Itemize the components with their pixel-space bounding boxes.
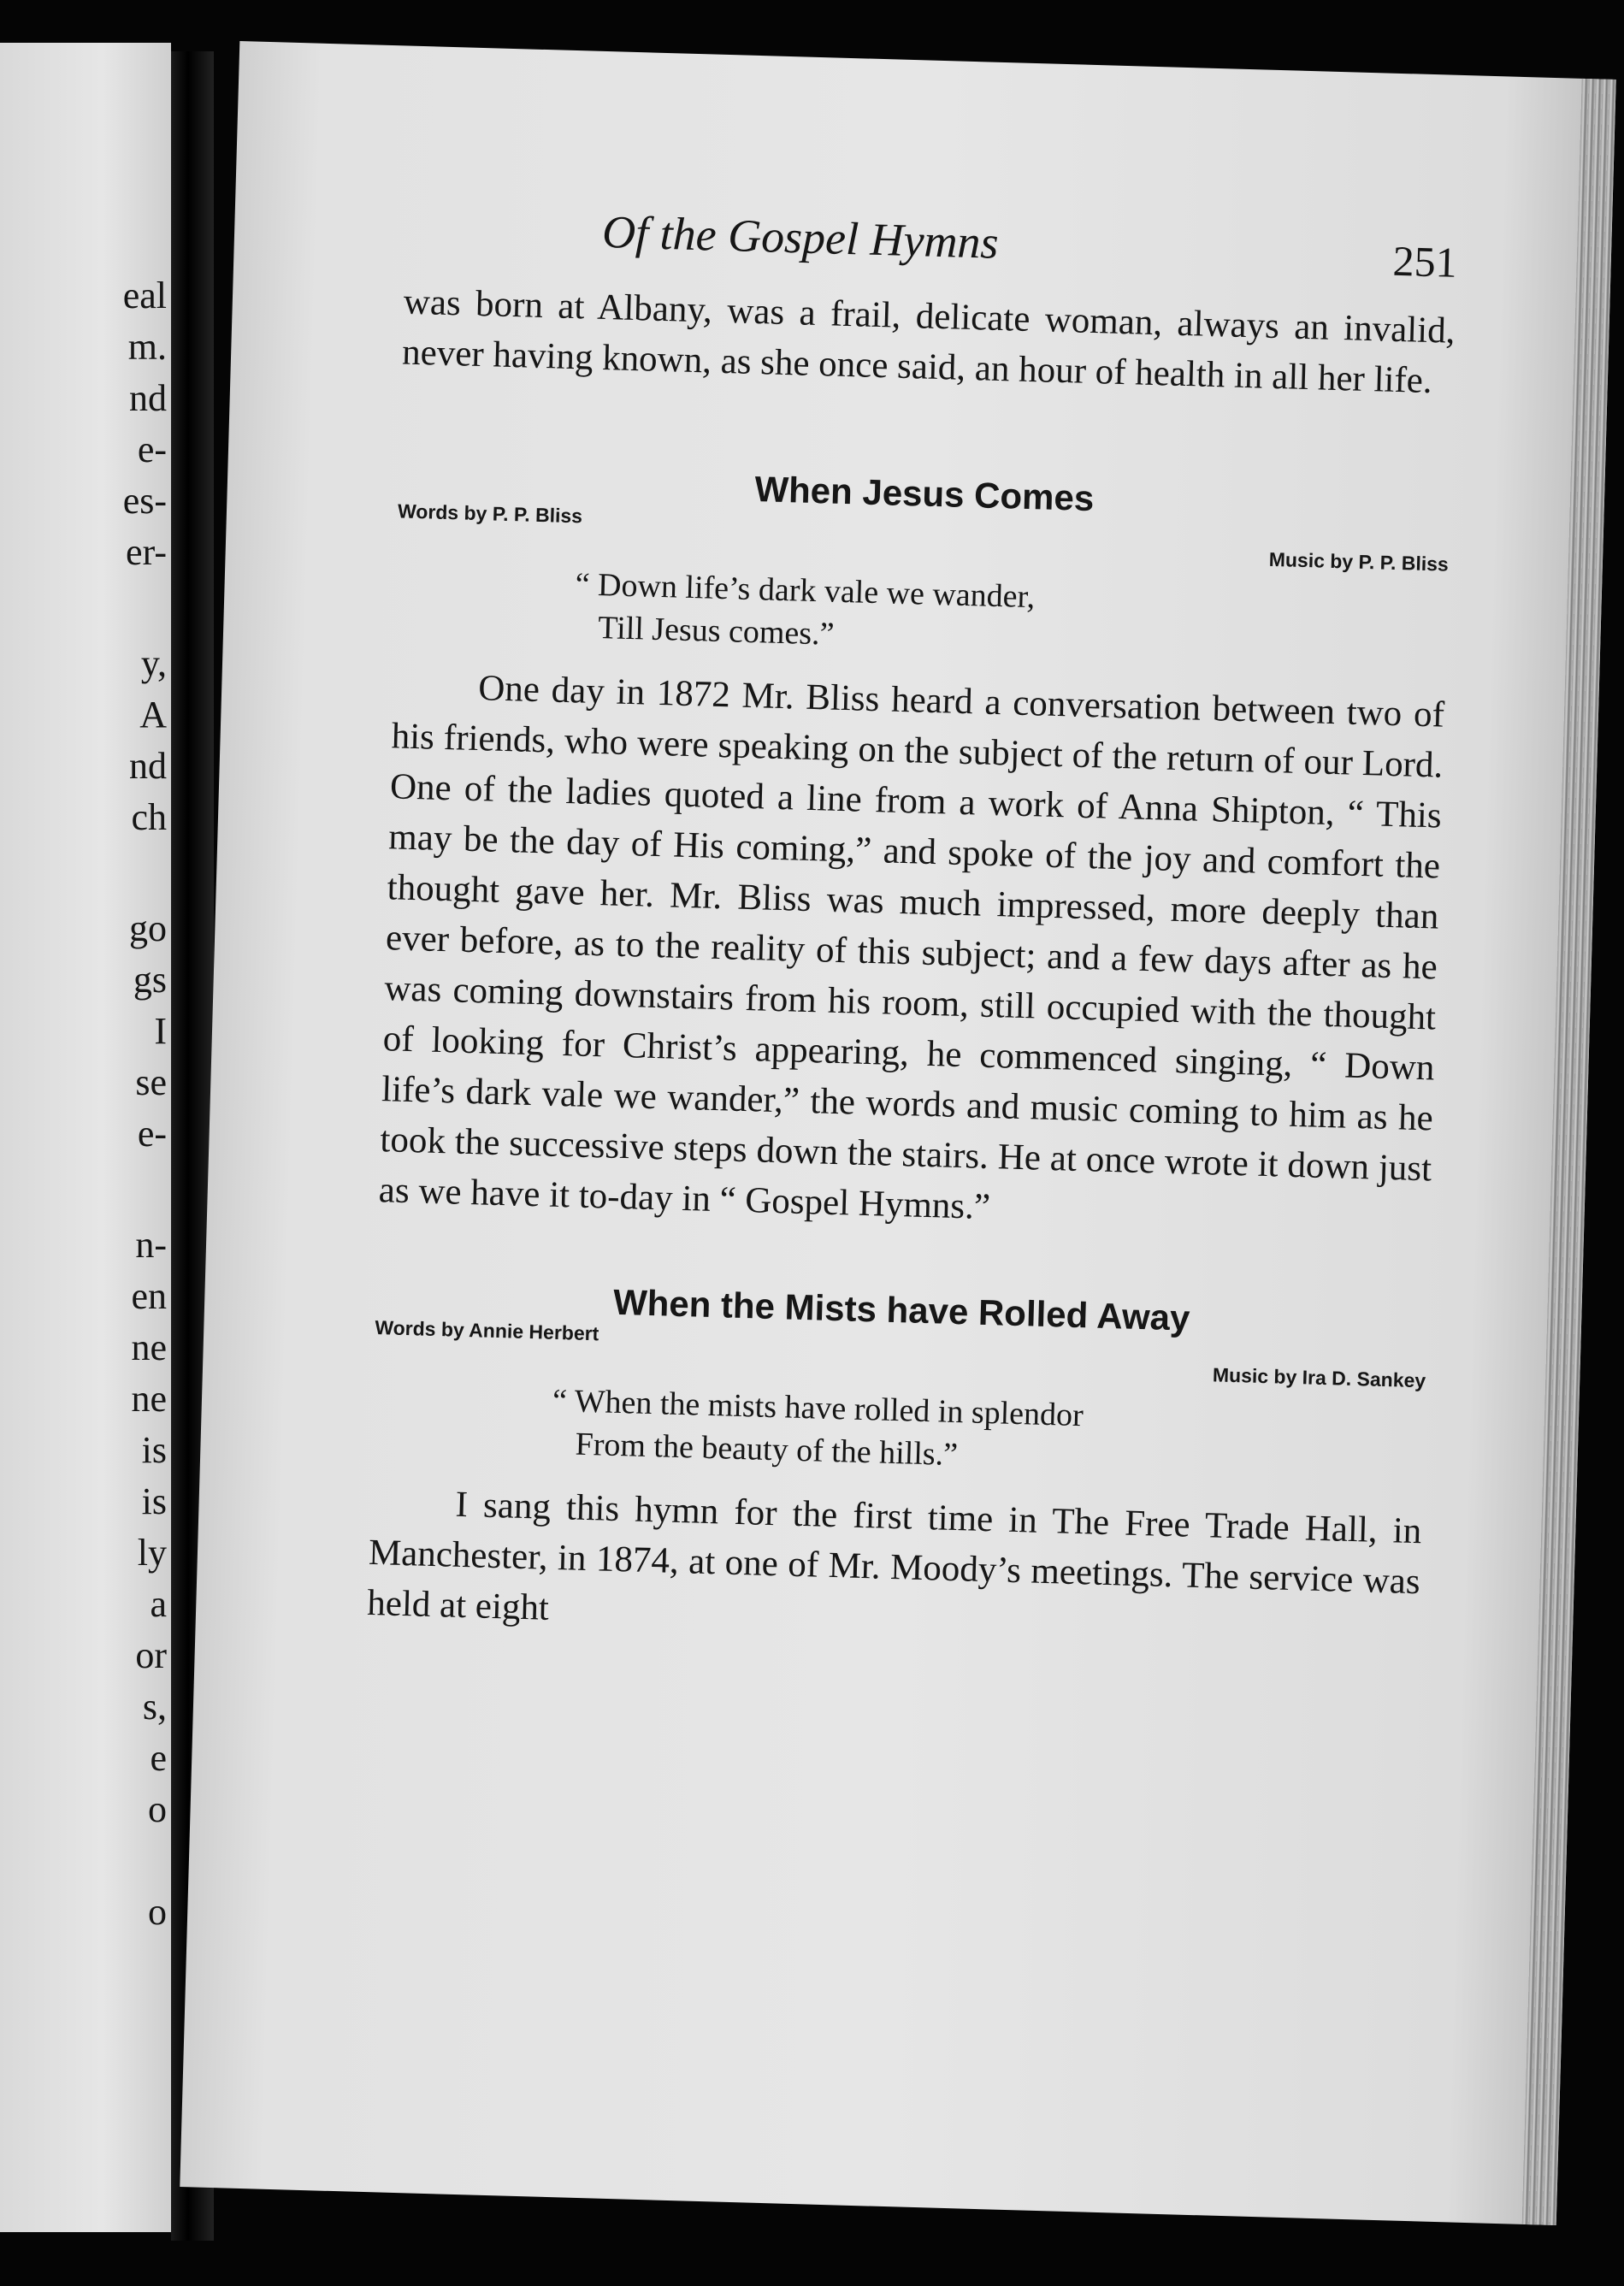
intro-paragraph: was born at Albany, was a frail, delicate woman, always an invalid, never having known, as she once said, an hour of health in all her life. — [401, 281, 1456, 402]
left-line-fragment: ne — [131, 1326, 167, 1368]
page-content — [367, 200, 1458, 1658]
hymn-title: When Jesus Comes — [753, 469, 1095, 519]
verse-line: “ Down life’s dark vale we wander, — [575, 566, 1036, 616]
left-line-fragment: ly — [137, 1532, 167, 1574]
hymn-verse-quote — [551, 1379, 1425, 1489]
left-line-fragment: se — [135, 1061, 167, 1103]
hymn-verse-quote — [574, 563, 1448, 672]
left-line-fragment: en — [131, 1275, 167, 1317]
left-line-fragment: e — [150, 1737, 167, 1779]
left-line-fragment: nd — [129, 745, 167, 787]
hymn-story-paragraph: One day in 1872 Mr. Bliss heard a conversation between two of his friends, who were speaking on the subject of the return of our Lord. One of the ladies quoted a line from a work of Anna Shipton, “ This may be the day of His coming,” and spoke of the joy and comfort the thought gave her. Mr. Bliss was much impressed, more deeply than ever before, as to the reality of this subject; and a few days after as he was coming downstairs from his room, still occupied with the thought of looking for Christ’s appearing, he commenced singing, “ Down life’s dark vale we wander,” the words and music coming to him as he took the successive steps down the stairs. He at once wrote it down just as we have it to-day in “ Gospel Hymns.” — [378, 668, 1445, 1228]
music-credit: Music by Ira D. Sankey — [1212, 1363, 1426, 1392]
hymn-title: When the Mists have Rolled Away — [612, 1281, 1190, 1338]
left-line-fragment: m. — [127, 326, 167, 368]
left-line-fragment: I — [154, 1010, 167, 1052]
left-line-fragment: eal — [122, 275, 167, 316]
words-credit: Words by Annie Herbert — [375, 1316, 599, 1345]
left-line-fragment: is — [141, 1480, 167, 1522]
left-line-fragment: y, — [140, 642, 167, 684]
left-line-fragment: a — [150, 1583, 167, 1625]
left-line-fragment: ch — [131, 796, 167, 838]
hymn-section-when-jesus-comes — [378, 458, 1450, 1244]
left-line-fragment: nd — [129, 377, 167, 419]
right-page — [180, 41, 1615, 2225]
left-line-fragment: A — [139, 694, 167, 735]
left-line-fragment: e- — [137, 1113, 167, 1155]
verse-line: From the beauty of the hills.” — [575, 1426, 959, 1474]
left-facing-page — [0, 43, 171, 2232]
left-line-fragment: or — [135, 1634, 167, 1676]
page-edges — [1522, 79, 1616, 2225]
words-credit: Words by P. P. Bliss — [397, 499, 583, 528]
hymn-story-paragraph: I sang this hymn for the first time in The Free Trade Hall, in Manchester, in 1874, at one of Mr. Moody’s meetings. The service was held at eight — [366, 1484, 1422, 1628]
left-line-fragment: o — [148, 1891, 167, 1933]
left-line-fragment: is — [141, 1429, 167, 1471]
verse-line: Till Jesus comes.” — [597, 609, 836, 653]
left-line-fragment: es- — [122, 480, 167, 522]
left-line-fragment: s, — [142, 1686, 167, 1728]
page-number: 251 — [1391, 236, 1458, 286]
left-line-fragment: e- — [137, 428, 167, 470]
left-line-fragment: er- — [126, 531, 167, 573]
music-credit: Music by P. P. Bliss — [1268, 547, 1450, 576]
verse-line: “ When the mists have rolled in splendor — [552, 1382, 1084, 1434]
left-line-fragment: n- — [135, 1224, 167, 1266]
left-line-fragment: gs — [133, 959, 167, 1001]
hymn-section-when-the-mists-have-rolled-away — [367, 1275, 1428, 1657]
running-head-title: Of the Gospel Hymns — [601, 205, 1000, 269]
left-line-fragment: o — [148, 1788, 167, 1830]
left-line-fragment: ne — [131, 1378, 167, 1420]
left-page-line-endings — [0, 43, 171, 2232]
left-line-fragment: go — [129, 907, 167, 949]
